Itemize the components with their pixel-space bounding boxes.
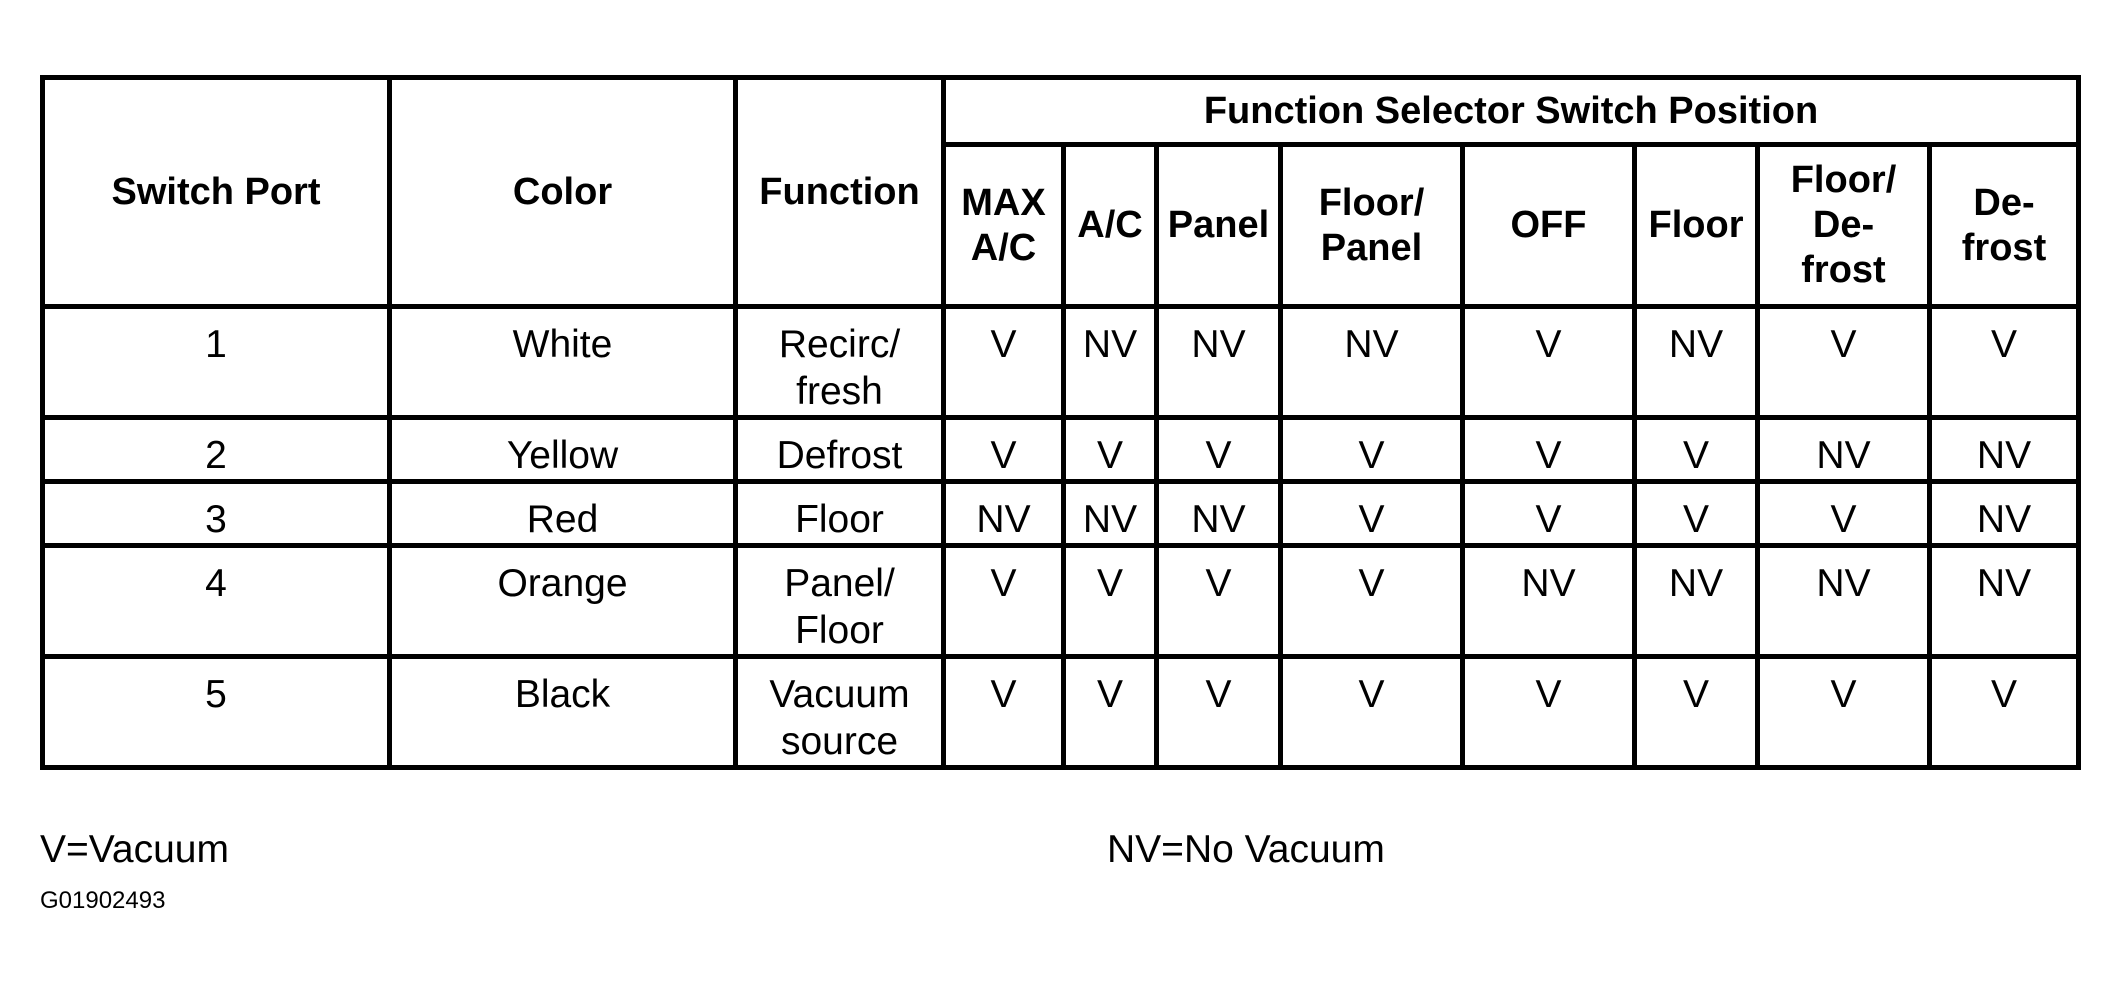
vacuum-value-cell: V — [1281, 418, 1463, 482]
header-color: Color — [390, 78, 736, 307]
vacuum-value-cell: V — [1157, 546, 1281, 657]
header-function: Function — [736, 78, 944, 307]
switch-port-cell: 4 — [43, 546, 390, 657]
vacuum-value-cell: V — [944, 657, 1064, 768]
vacuum-value-cell: V — [1157, 418, 1281, 482]
vacuum-value-cell: V — [1463, 418, 1635, 482]
table-row — [43, 307, 2079, 418]
color-cell: Black — [390, 657, 736, 768]
figure-code: G01902493 — [40, 887, 166, 914]
vacuum-value-cell: V — [1463, 307, 1635, 418]
color-cell: Yellow — [390, 418, 736, 482]
vacuum-value-cell: V — [944, 307, 1064, 418]
vacuum-value-cell: NV — [1930, 546, 2079, 657]
vacuum-value-cell: V — [1281, 482, 1463, 546]
vacuum-value-cell: V — [1157, 657, 1281, 768]
vacuum-value-cell: V — [1635, 482, 1758, 546]
vacuum-value-cell: V — [944, 546, 1064, 657]
header-switch-port: Switch Port — [43, 78, 390, 307]
vacuum-value-cell: NV — [1064, 307, 1157, 418]
legend-no-vacuum: NV=No Vacuum — [1107, 828, 1385, 871]
switch-port-cell: 5 — [43, 657, 390, 768]
color-cell: Orange — [390, 546, 736, 657]
vacuum-value-cell: NV — [944, 482, 1064, 546]
vacuum-value-cell: V — [1635, 657, 1758, 768]
table-row — [43, 546, 2079, 657]
vacuum-value-cell: NV — [1635, 307, 1758, 418]
vacuum-value-cell: V — [1463, 657, 1635, 768]
vacuum-value-cell: NV — [1157, 482, 1281, 546]
vacuum-value-cell: NV — [1930, 418, 2079, 482]
vacuum-value-cell: V — [1281, 657, 1463, 768]
vacuum-value-cell: V — [1064, 657, 1157, 768]
header-function-selector-switch-position: Function Selector Switch Position — [944, 78, 2079, 145]
vacuum-value-cell: V — [1758, 657, 1930, 768]
table-row — [43, 418, 2079, 482]
header-position: De- frost — [1930, 145, 2079, 307]
vacuum-value-cell: NV — [1635, 546, 1758, 657]
table-row — [43, 657, 2079, 768]
function-cell: Floor — [736, 482, 944, 546]
vacuum-switch-table — [40, 75, 2081, 770]
vacuum-value-cell: NV — [1930, 482, 2079, 546]
vacuum-value-cell: NV — [1758, 418, 1930, 482]
vacuum-value-cell: V — [1064, 418, 1157, 482]
vacuum-value-cell: NV — [1281, 307, 1463, 418]
header-position: Floor/ De- frost — [1758, 145, 1930, 307]
table-row — [43, 482, 2079, 546]
color-cell: Red — [390, 482, 736, 546]
vacuum-value-cell: V — [1930, 657, 2079, 768]
switch-port-cell: 1 — [43, 307, 390, 418]
vacuum-value-cell: NV — [1064, 482, 1157, 546]
header-position: Floor/ Panel — [1281, 145, 1463, 307]
function-cell: Vacuum source — [736, 657, 944, 768]
function-cell: Recirc/ fresh — [736, 307, 944, 418]
header-position: OFF — [1463, 145, 1635, 307]
switch-port-cell: 3 — [43, 482, 390, 546]
legend-vacuum: V=Vacuum — [40, 828, 229, 871]
color-cell: White — [390, 307, 736, 418]
vacuum-value-cell: NV — [1463, 546, 1635, 657]
header-position: Panel — [1157, 145, 1281, 307]
vacuum-value-cell: V — [944, 418, 1064, 482]
header-position: A/C — [1064, 145, 1157, 307]
header-position: MAX A/C — [944, 145, 1064, 307]
vacuum-value-cell: V — [1463, 482, 1635, 546]
vacuum-value-cell: V — [1758, 482, 1930, 546]
switch-port-cell: 2 — [43, 418, 390, 482]
vacuum-value-cell: V — [1635, 418, 1758, 482]
vacuum-value-cell: V — [1064, 546, 1157, 657]
vacuum-value-cell: NV — [1758, 546, 1930, 657]
vacuum-value-cell: V — [1758, 307, 1930, 418]
vacuum-value-cell: V — [1930, 307, 2079, 418]
function-cell: Defrost — [736, 418, 944, 482]
header-position: Floor — [1635, 145, 1758, 307]
vacuum-value-cell: NV — [1157, 307, 1281, 418]
vacuum-value-cell: V — [1281, 546, 1463, 657]
function-cell: Panel/ Floor — [736, 546, 944, 657]
